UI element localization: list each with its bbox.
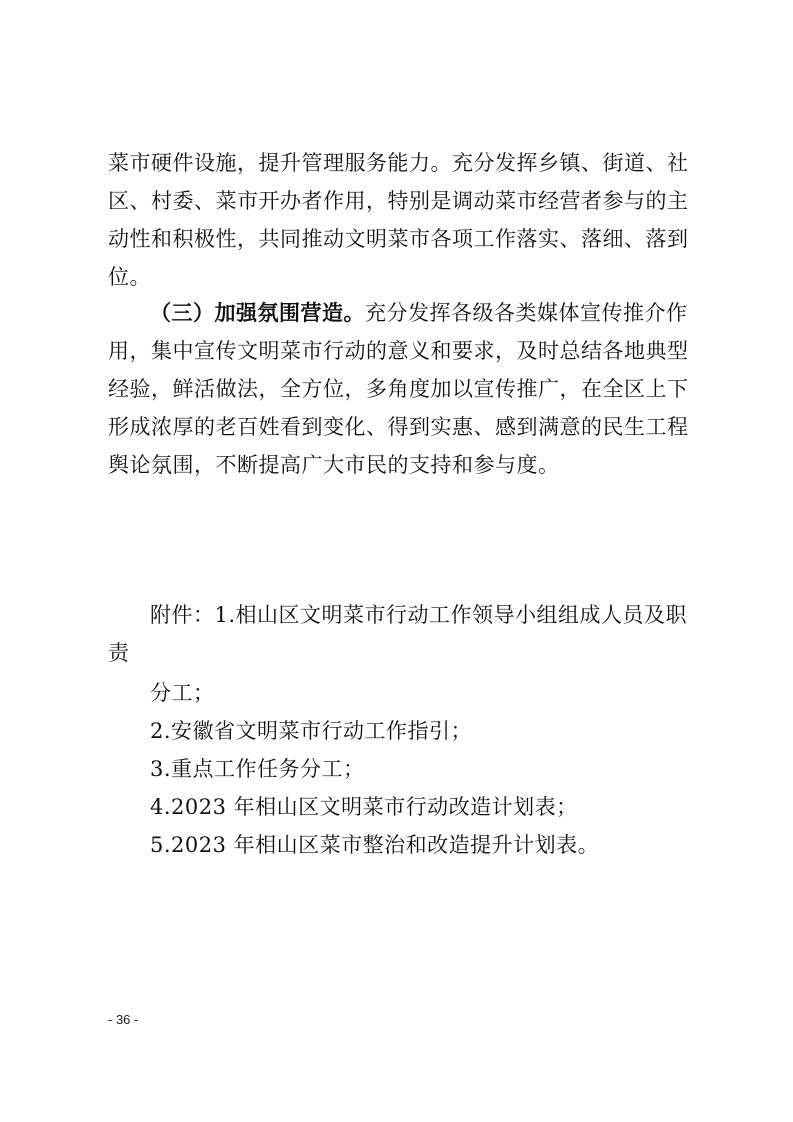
attachment-item-2: 2.安徽省文明菜市行动工作指引； bbox=[150, 719, 473, 743]
para2-line-1-rest: 充分发挥各级各类媒体宣传推介作 bbox=[365, 301, 688, 325]
para2-line-5: 舆论氛围，不断提高广大市民的支持和参与度。 bbox=[108, 453, 560, 477]
para1-line-2: 区、村委、菜市开办者作用，特别是调动菜市经营者参与的主 bbox=[108, 189, 689, 213]
page-number: - 36 - bbox=[108, 1012, 139, 1027]
attachment-item-4: 4.2023 年相山区文明菜市行动改造计划表； bbox=[150, 795, 578, 819]
attachment-line-1-wrap: 责 bbox=[108, 641, 130, 665]
para1-line-3: 动性和积极性，共同推动文明菜市各项工作落实、落细、落到 bbox=[108, 227, 689, 251]
attachment-item-3: 3.重点工作任务分工； bbox=[150, 757, 365, 781]
attachment-item-5: 5.2023 年相山区菜市整治和改造提升计划表。 bbox=[150, 833, 600, 857]
attachment-line-1: 附件：1.相山区文明菜市行动工作领导小组组成人员及职 bbox=[150, 603, 688, 627]
para1-line-4: 位。 bbox=[108, 265, 151, 289]
para1-line-1: 菜市硬件设施，提升管理服务能力。充分发挥乡镇、街道、社 bbox=[108, 151, 689, 175]
para2-line-2: 用，集中宣传文明菜市行动的意义和要求，及时总结各地典型 bbox=[108, 339, 689, 363]
attachment-line-2: 分工； bbox=[150, 681, 215, 705]
para2-line-4: 形成浓厚的老百姓看到变化、得到实惠、感到满意的民生工程 bbox=[108, 415, 689, 439]
para2-line-1 bbox=[150, 294, 688, 332]
section-heading: （三）加强氛围营造。 bbox=[150, 301, 365, 325]
para2-line-3: 经验，鲜活做法，全方位，多角度加以宣传推广，在全区上下 bbox=[108, 377, 689, 401]
